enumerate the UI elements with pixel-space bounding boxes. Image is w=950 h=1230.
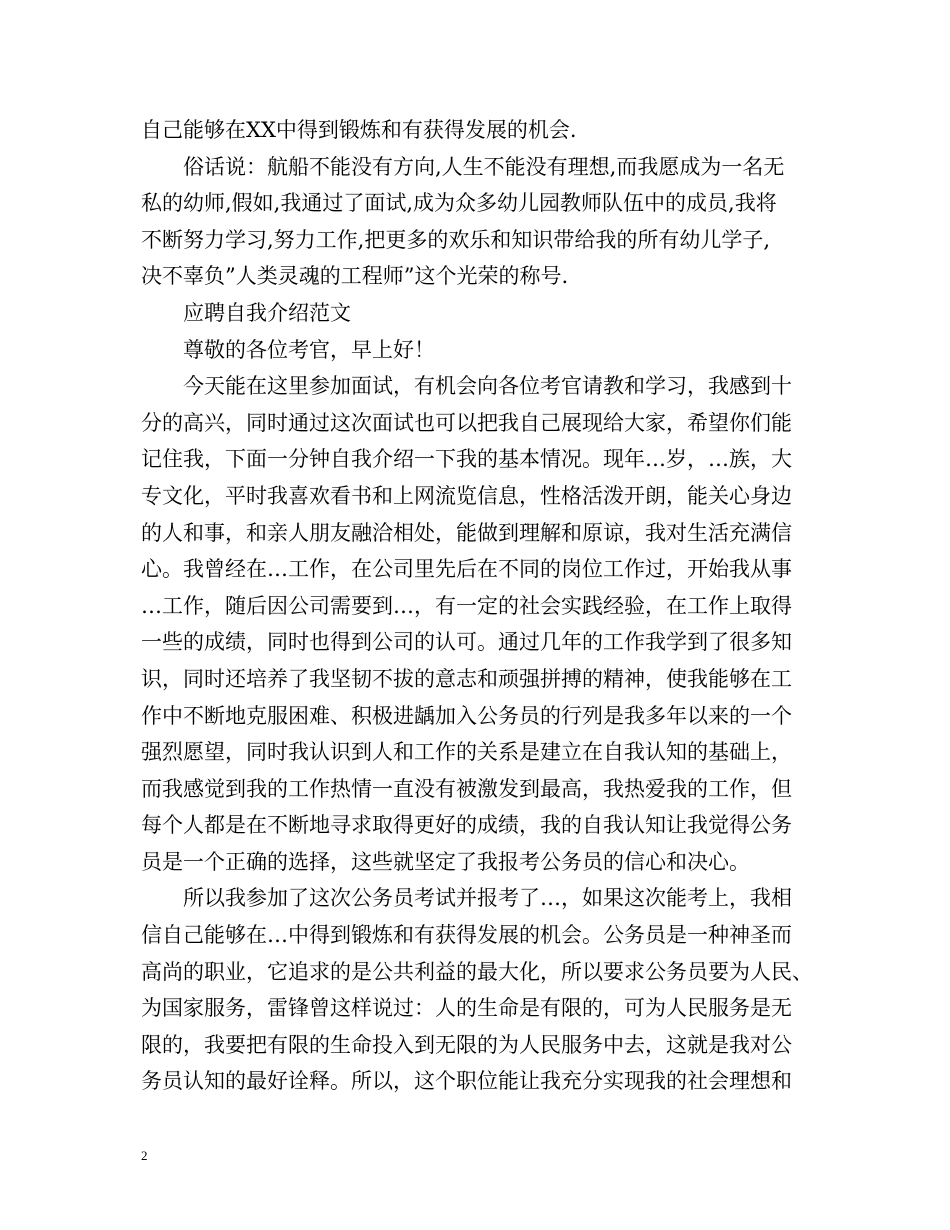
text-line: 而我感觉到我的工作热情一直没有被激发到最高，我热爱我的工作，但 [141, 776, 792, 801]
text-line: 为国家服务，雷锋曾这样说过：人的生命是有限的，可为人民服务是无 [141, 996, 792, 1021]
text-line: 尊敬的各位考官，早上好！ [183, 337, 435, 362]
text-line: 记住我，下面一分钟自我介绍一下我的基本情况。现年…岁，…族，大 [141, 447, 792, 472]
text-line: 员是一个正确的选择，这些就坚定了我报考公务员的信心和决心。 [141, 849, 750, 874]
text-line: 高尚的职业，它追求的是公共利益的最大化，所以要求公务员要为人民、 [141, 959, 813, 984]
text-line: 信自己能够在…中得到锻炼和有获得发展的机会。公务员是一种神圣而 [141, 923, 792, 948]
text-line: 一些的成绩，同时也得到公司的认可。通过几年的工作我学到了很多知 [141, 630, 792, 655]
text-line: 决不辜负”人类灵魂的工程师”这个光荣的称号. [141, 264, 569, 289]
text-line: 今天能在这里参加面试，有机会向各位考官请教和学习，我感到十 [183, 374, 792, 399]
body-text [141, 112, 821, 1100]
text-line: 分的高兴，同时通过这次面试也可以把我自己展现给大家，希望你们能 [141, 410, 792, 435]
page-number: 2 [141, 1148, 148, 1163]
text-line: 自己能够在XX中得到锻炼和有获得发展的机会. [141, 118, 577, 142]
text-line: …工作，随后因公司需要到…，有一定的社会实践经验，在工作上取得 [141, 593, 792, 618]
text-line: 专文化，平时我喜欢看书和上网流览信息，性格活泼开朗，能关心身边 [141, 483, 792, 508]
text-line: 心。我曾经在…工作，在公司里先后在不同的岗位工作过，开始我从事 [141, 557, 792, 582]
text-line: 每个人都是在不断地寻求取得更好的成绩，我的自我认知让我觉得公务 [141, 813, 792, 838]
text-line: 识，同时还培养了我坚韧不拔的意志和顽强拼搏的精神，使我能够在工 [141, 666, 792, 691]
text-line: 务员认知的最好诠释。所以，这个职位能让我充分实现我的社会理想和 [141, 1069, 792, 1094]
text-line: 俗话说：航船不能没有方向,人生不能没有理想,而我愿成为一名无 [183, 154, 785, 179]
text-line: 应聘自我介绍范文 [183, 300, 351, 325]
text-line: 的人和事，和亲人朋友融洽相处，能做到理解和原谅，我对生活充满信 [141, 520, 792, 545]
text-line: 不断努力学习,努力工作,把更多的欢乐和知识带给我的所有幼儿学子, [141, 227, 771, 252]
text-line: 所以我参加了这次公务员考试并报考了…，如果这次能考上，我相 [183, 886, 792, 911]
text-line: 作中不断地克服困难、积极进龋加入公务员的行列是我多年以来的一个 [141, 703, 792, 728]
text-line: 限的，我要把有限的生命投入到无限的为人民服务中去，这就是我对公 [141, 1032, 792, 1057]
text-line: 私的幼师,假如,我通过了面试,成为众多幼儿园教师队伍中的成员,我将 [141, 191, 777, 216]
text-line: 强烈愿望，同时我认识到人和工作的关系是建立在自我认知的基础上， [141, 740, 792, 765]
